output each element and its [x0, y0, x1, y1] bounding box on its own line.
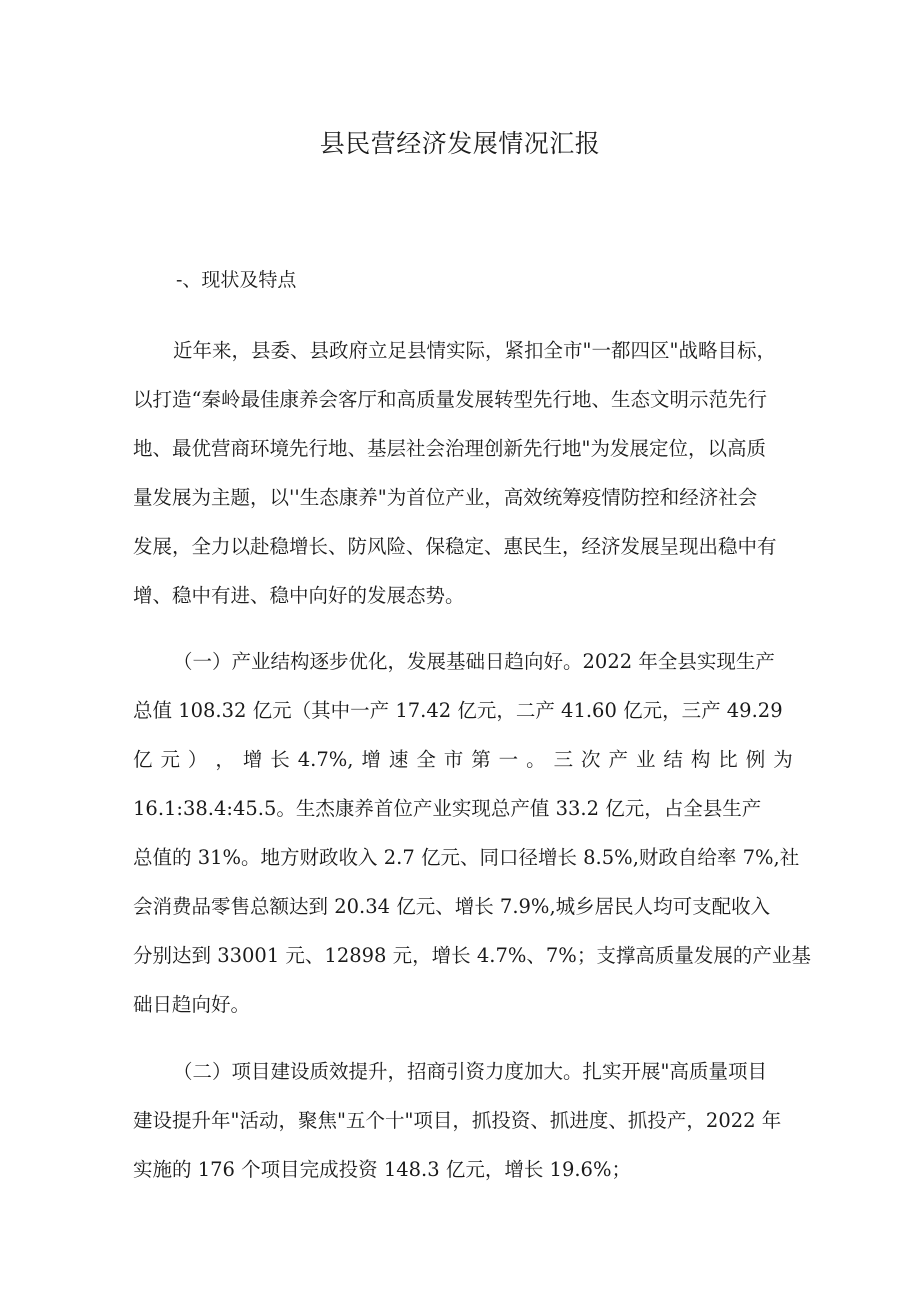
justified-glyph: 增 [361, 748, 381, 771]
paragraph-line: 近年来，县委、县政府立足县情实际，紧扣全市"一都四区"战略目标， [173, 339, 776, 362]
justified-glyph: 例 [745, 748, 766, 771]
paragraph-line: （二）项目建设质效提升，招商引资力度加大。扎实开展"高质量项目 [173, 1060, 767, 1083]
paragraph-line: 量发展为主题，以''生态康养"为首位产业，高效统筹疫情防控和经济社会 [133, 486, 758, 509]
section-heading-status: -、现状及特点 [176, 269, 297, 291]
paragraph-project-construction [133, 1047, 793, 1194]
paragraph-line: 总值的 31%。地方财政收入 2.7 亿元、同口径增长 8.5%,财政自给率 7%,社 [133, 846, 800, 869]
paragraph-line: （一）产业结构逐步优化，发展基础日趋向好。2022 年全县实现生产 [173, 650, 775, 673]
justified-glyph: 一 [498, 748, 519, 771]
paragraph-line-spread [133, 735, 793, 784]
justified-glyph: 为 [773, 748, 793, 771]
justified-glyph: 结 [663, 748, 683, 771]
paragraph-line: 增、稳中有进、稳中向好的发展态势。 [133, 584, 465, 607]
justified-glyph: 亿 [133, 748, 153, 771]
justified-glyph: 比 [718, 748, 738, 771]
paragraph-overview [133, 326, 793, 620]
paragraph-line: 16.1:38.4:45.5。生杰康养首位产业实现总产值 33.2 亿元，占全县生产 [133, 797, 762, 820]
paragraph-line: 实施的 176 个项目完成投资 148.3 亿元，增长 19.6%； [133, 1158, 631, 1181]
justified-glyph: 元 [160, 748, 180, 771]
justified-glyph: ， [215, 748, 235, 771]
justified-glyph: 增 [242, 748, 263, 771]
justified-glyph: 。 [526, 748, 546, 771]
justified-glyph: 产 [608, 748, 628, 771]
justified-glyph: 业 [635, 748, 656, 771]
justified-glyph: 构 [690, 748, 711, 771]
paragraph-line: 以打造“秦岭最佳康养会客厅和高质量发展转型先行地、生态文明示范先行 [133, 388, 767, 411]
paragraph-line: 建设提升年"活动，聚焦"五个十"项目，抓投资、抓进度、抓投产，2022 年 [133, 1109, 782, 1132]
paragraph-line: 地、最优营商环境先行地、基层社会治理创新先行地"为发展定位，以高质 [133, 437, 766, 460]
justified-glyph: 第 [471, 748, 491, 771]
justified-glyph: 市 [443, 748, 464, 771]
justified-glyph: 次 [581, 748, 601, 771]
justified-glyph: 全 [416, 748, 436, 771]
justified-glyph: 长 [270, 748, 290, 771]
paragraph-line: 总值 108.32 亿元（其中一产 17.42 亿元，二产 41.60 亿元，三产 49.29 [133, 699, 783, 722]
justified-glyph: 三 [553, 748, 574, 771]
justified-glyph: 速 [388, 748, 409, 771]
document-title: 县民营经济发展情况汇报 [319, 129, 601, 158]
paragraph-line: 分别达到 33001 元、12898 元，增长 4.7%、7%；支撑高质量发展的产业基 [133, 944, 811, 967]
paragraph-line: 础日趋向好。 [133, 993, 251, 1016]
paragraph-line: 发展，全力以赴稳增长、防风险、保稳定、惠民生，经济发展呈现出稳中有 [133, 535, 777, 558]
justified-glyph: ） [187, 748, 208, 771]
justified-glyph: 4.7%, [297, 748, 354, 771]
paragraph-industrial-structure [133, 637, 811, 1029]
paragraph-line: 会消费品零售总额达到 20.34 亿元、增长 7.9%,城乡居民人均可支配收入 [133, 895, 771, 918]
